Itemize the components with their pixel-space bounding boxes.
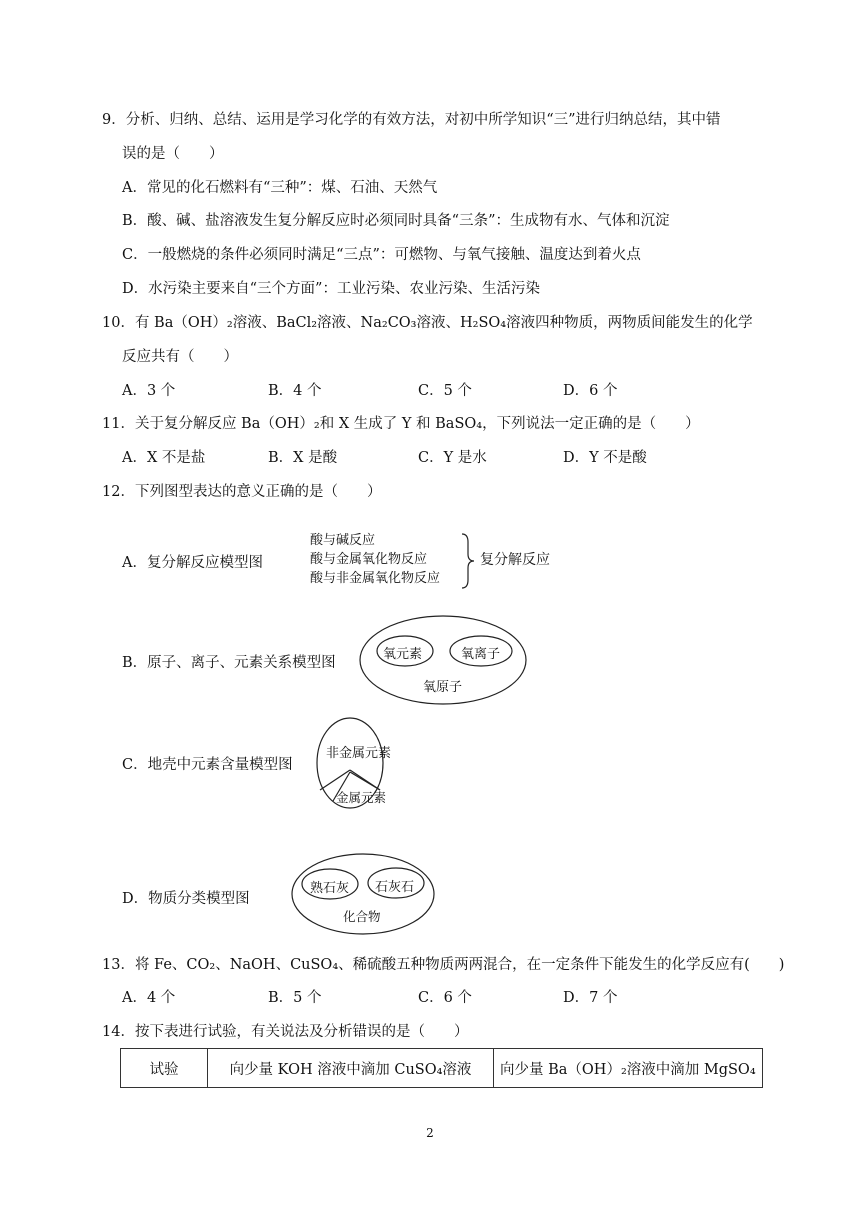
q12-d-inner-1: 熟石灰 bbox=[310, 881, 350, 896]
table-row bbox=[121, 1049, 763, 1088]
q12-option-d-label: D．物质分类模型图 bbox=[122, 891, 250, 907]
q14-stem: 14．按下表进行试验，有关说法及分析错误的是（ ） bbox=[102, 1024, 469, 1040]
q11-option-c: C．Y 是水 bbox=[418, 450, 487, 466]
page-number: 2 bbox=[426, 1126, 434, 1140]
q12-b-inner-1: 氧元素 bbox=[383, 647, 423, 662]
q12-b-inner-2: 氧离子 bbox=[461, 647, 501, 662]
q10-stem-cont: 反应共有（ ） bbox=[122, 349, 238, 365]
q12-d-inner-2: 石灰石 bbox=[375, 880, 415, 895]
q12-option-b-label: B．原子、离子、元素关系模型图 bbox=[122, 655, 336, 671]
q9-stem-cont: 误的是（ ） bbox=[122, 146, 224, 162]
q11-option-b: B．X 是酸 bbox=[268, 450, 338, 466]
q12-c-bottom: 金属元素 bbox=[336, 790, 387, 805]
q9-option-d: D．水污染主要来自“三个方面”：工业污染、农业污染、生活污染 bbox=[122, 281, 540, 297]
q9-option-c: C．一般燃烧的条件必须同时满足“三点”：可燃物、与氧气接触、温度达到着火点 bbox=[122, 247, 641, 263]
q12-a-item-3: 酸与非金属氧化物反应 bbox=[310, 571, 441, 586]
q9-stem: 9．分析、归纳、总结、运用是学习化学的有效方法，对初中所学知识“三”进行归纳总结，其中错 bbox=[102, 112, 721, 128]
q13-option-a: A．4 个 bbox=[122, 990, 176, 1006]
q9-option-a: A．常见的化石燃料有“三种”：煤、石油、天然气 bbox=[122, 180, 438, 196]
q14-cell-koh: 向少量 KOH 溶液中滴加 CuSO₄溶液 bbox=[208, 1049, 494, 1088]
q12-stem: 12．下列图型表达的意义正确的是（ ） bbox=[102, 484, 382, 500]
q12-option-c-label: C．地壳中元素含量模型图 bbox=[122, 757, 293, 773]
q13-option-b: B．5 个 bbox=[268, 990, 322, 1006]
q10-stem: 10．有 Ba（OH）₂溶液、BaCl₂溶液、Na₂CO₃溶液、H₂SO₄溶液四种物质，两物质间能发生的化学 bbox=[102, 315, 753, 331]
q11-option-d: D．Y 不是酸 bbox=[563, 450, 647, 466]
q12-a-result: 复分解反应 bbox=[480, 552, 550, 568]
q12-a-item-2: 酸与金属氧化物反应 bbox=[310, 552, 428, 567]
q10-option-c: C．5 个 bbox=[418, 383, 472, 399]
q11-option-a: A．X 不是盐 bbox=[122, 450, 206, 466]
q12-c-top: 非金属元素 bbox=[326, 746, 392, 761]
q12-option-a-label: A．复分解反应模型图 bbox=[122, 555, 263, 571]
q14-cell-experiment: 试验 bbox=[121, 1049, 208, 1088]
q13-option-d: D．7 个 bbox=[563, 990, 618, 1006]
q12-b-outer: 氧原子 bbox=[423, 680, 463, 695]
q12-a-item-1: 酸与碱反应 bbox=[310, 533, 376, 548]
q14-cell-baoh2: 向少量 Ba（OH）₂溶液中滴加 MgSO₄ bbox=[494, 1049, 763, 1088]
q14-table bbox=[120, 1048, 763, 1088]
brace-icon bbox=[458, 532, 480, 590]
q13-option-c: C．6 个 bbox=[418, 990, 472, 1006]
q9-option-b: B．酸、碱、盐溶液发生复分解反应时必须同时具备“三条”：生成物有水、气体和沉淀 bbox=[122, 213, 670, 229]
q10-option-d: D．6 个 bbox=[563, 383, 618, 399]
q10-option-b: B．4 个 bbox=[268, 383, 322, 399]
q10-option-a: A．3 个 bbox=[122, 383, 176, 399]
q12-d-outer: 化合物 bbox=[343, 909, 381, 924]
q11-stem: 11．关于复分解反应 Ba（OH）₂和 X 生成了 Y 和 BaSO₄，下列说法一定正确的是（ ） bbox=[102, 416, 700, 432]
q13-stem: 13．将 Fe、CO₂、NaOH、CuSO₄、稀硫酸五种物质两两混合，在一定条件下能发生的化学反应有( ) bbox=[102, 957, 785, 973]
